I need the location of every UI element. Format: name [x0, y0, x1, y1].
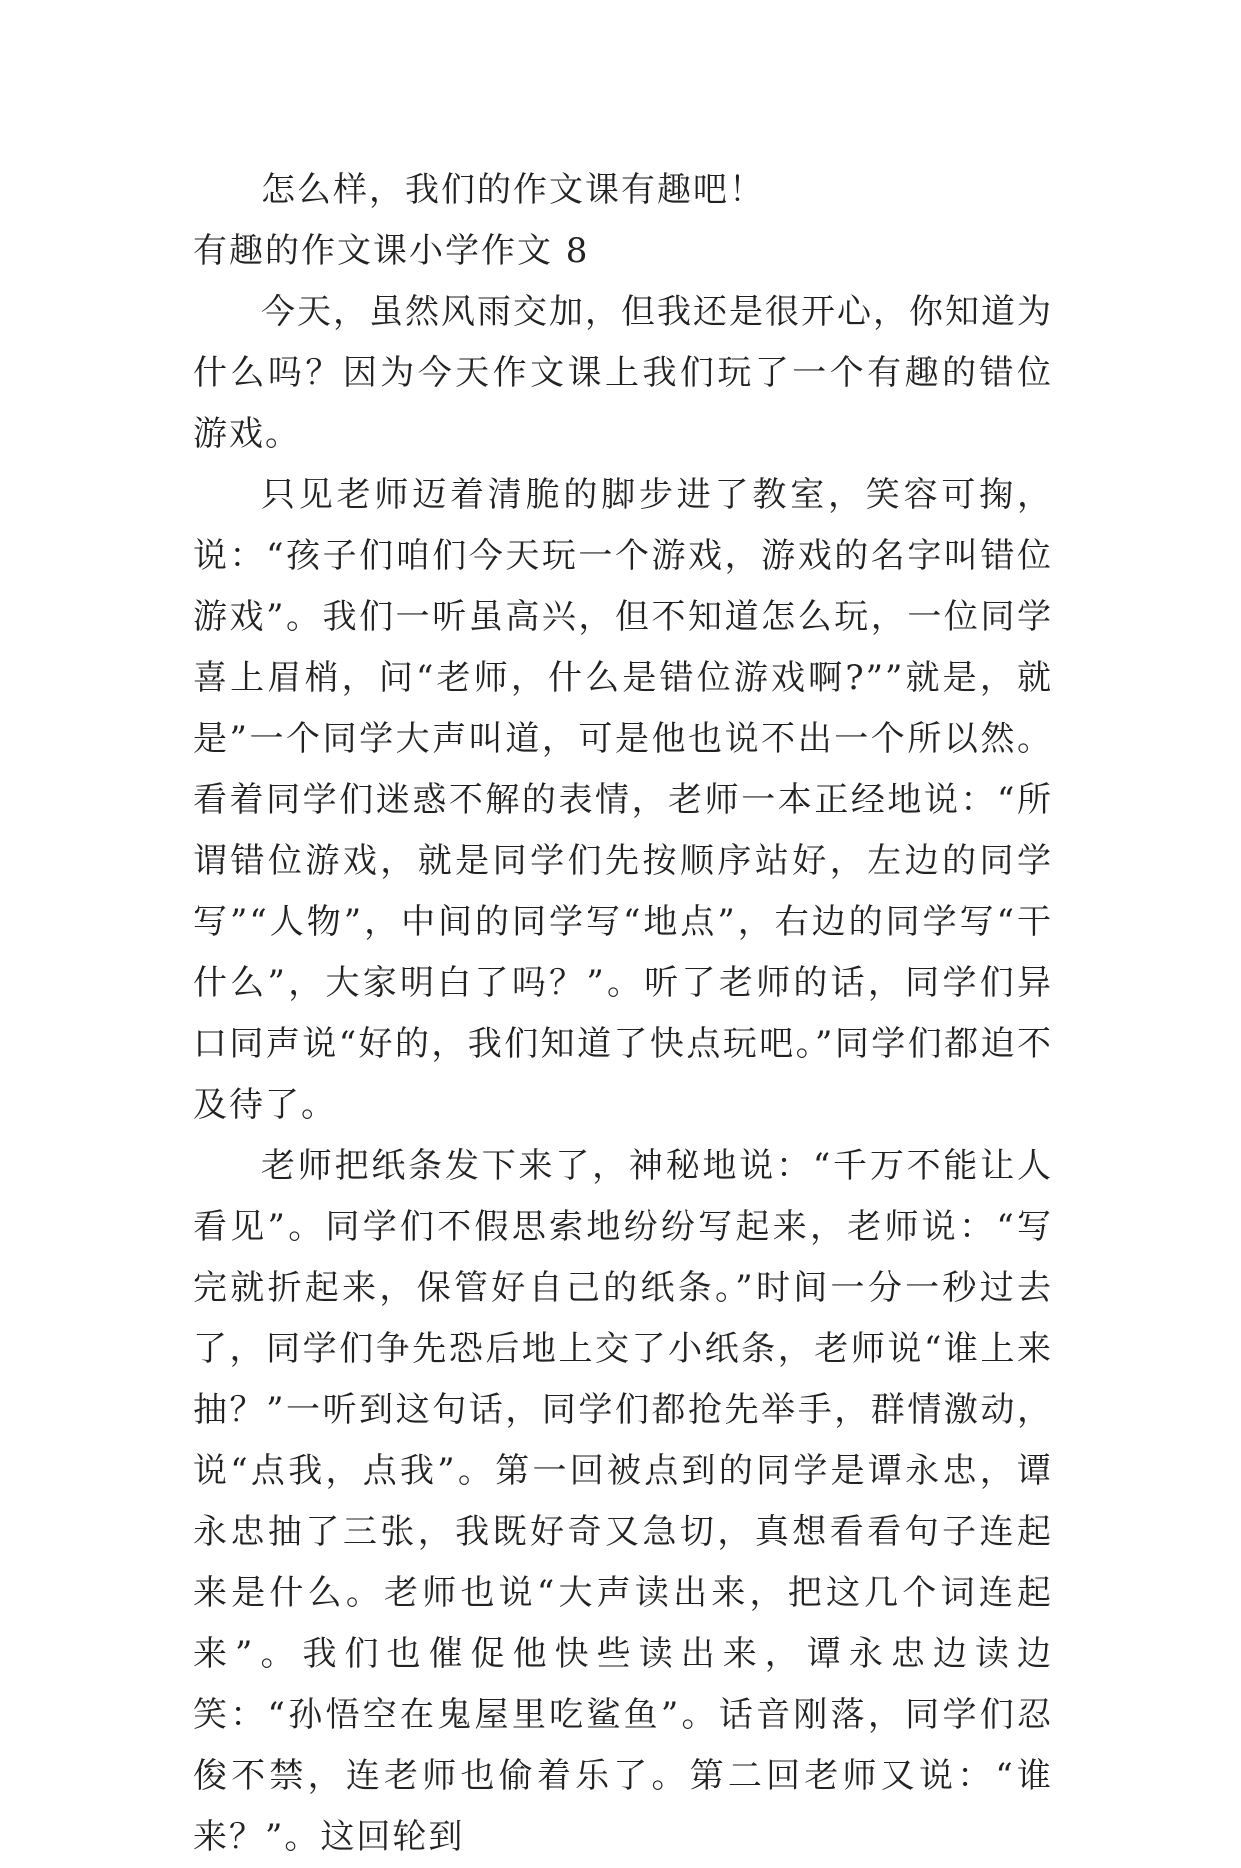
paragraph: 老师把纸条发下来了，神秘地说：“千万不能让人看见”。同学们不假思索地纷纷写起来，老师说：“写完就折起来，保管好自己的纸条。”时间一分一秒过去了，同学们争先恐后地上交了小纸条，老师说“谁上来抽？”一听到这句话，同学们都抢先举手，群情激动，说“点我，点我”。第一回被点到的同学是谭永忠，谭永忠抽了三张，我既好奇又急切，真想看看句子连起来是什么。老师也说“大声读出来，把这几个词连起来”。我们也催促他快些读出来，谭永忠边读边笑：“孙悟空在鬼屋里吃鲨鱼”。话音刚落，同学们忍俊不禁，连老师也偷着乐了。第二回老师又说：“谁来？”。这回轮到	[193, 1146, 1053, 1857]
essay-title: 有趣的作文课小学作文 8	[193, 231, 590, 271]
document-body	[193, 160, 1053, 1868]
paragraph: 只见老师迈着清脆的脚步进了教室，笑容可掬，说：“孩子们咱们今天玩一个游戏，游戏的名字叫错位游戏”。我们一听虽高兴，但不知道怎么玩，一位同学喜上眉梢，问“老师，什么是错位游戏啊?””就是，就是”一个同学大声叫道，可是他也说不出一个所以然。看着同学们迷惑不解的表情，老师一本正经地说：“所谓错位游戏，就是同学们先按顺序站好，左边的同学写”“人物”，中间的同学写“地点”，右边的同学写“干什么”，大家明白了吗？”。听了老师的话，同学们异口同声说“好的，我们知道了快点玩吧。”同学们都迫不及待了。	[193, 475, 1053, 1125]
paragraph: 今天，虽然风雨交加，但我还是很开心，你知道为什么吗？因为今天作文课上我们玩了一个有趣的错位游戏。	[193, 292, 1053, 454]
paragraph: 怎么样，我们的作文课有趣吧！	[261, 170, 765, 210]
